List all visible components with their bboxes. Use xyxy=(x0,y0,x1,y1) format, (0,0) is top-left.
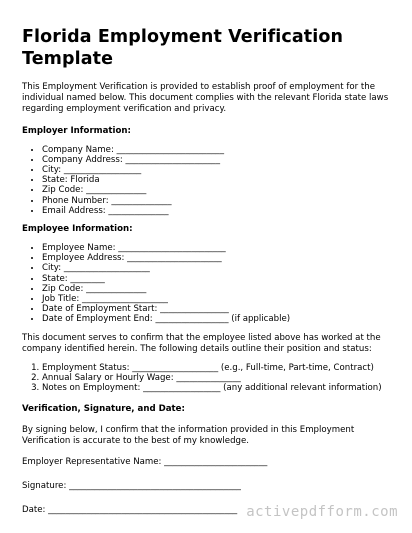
employer-info-list xyxy=(22,145,392,216)
watermark-text: activepdfform.com xyxy=(246,504,398,520)
employee-job-title: • Job Title: ____________________ xyxy=(42,294,392,304)
employment-status: 1. Employment Status: ____________________ (e.g., Full-time, Part-time, Contract) xyxy=(42,363,392,373)
employer-company-address: • Company Address: ______________________ xyxy=(42,155,392,165)
document-title xyxy=(22,26,392,70)
employee-address: • Employee Address: ______________________ xyxy=(42,253,392,263)
confirmation-paragraph: This document serves to confirm that the employee listed above has worked at the company identified herein. The following details outline their position and status: xyxy=(22,332,381,354)
signature-line: Signature: ________________________________________ xyxy=(22,481,241,492)
employee-section-heading: Employee Information: xyxy=(22,224,133,235)
employee-zip: • Zip Code: ______________ xyxy=(42,284,392,294)
intro-paragraph: This Employment Verification is provided to establish proof of employment for the individual named below. This document complies with the relevant Florida state laws regarding employment verification and privacy. xyxy=(22,82,389,115)
employer-company-name: • Company Name: _________________________ xyxy=(42,145,392,155)
title-line-1: Florida Employment Verification xyxy=(22,27,344,47)
employee-city: • City: ____________________ xyxy=(42,263,392,273)
employer-section-heading: Employer Information: xyxy=(22,125,131,136)
employer-phone: • Phone Number: ______________ xyxy=(42,196,392,206)
verification-paragraph: By signing below, I confirm that the information provided in this Employment Verification is accurate to the best of my knowledge. xyxy=(22,424,355,446)
date-line: Date: ____________________________________________ xyxy=(22,505,238,516)
representative-name-line: Employer Representative Name: ________________________ xyxy=(22,457,268,468)
verification-section-heading: Verification, Signature, and Date: xyxy=(22,403,185,414)
employment-notes: 3. Notes on Employment: __________________ (any additional relevant information) xyxy=(42,383,392,393)
employment-details-list xyxy=(22,363,392,394)
employer-email: • Email Address: ______________ xyxy=(42,206,392,216)
employee-state: • State: ________ xyxy=(42,274,392,284)
employer-state: • State: Florida xyxy=(42,175,392,185)
employee-name: • Employee Name: _________________________ xyxy=(42,243,392,253)
employer-zip: • Zip Code: ______________ xyxy=(42,185,392,195)
employer-city: • City: __________________ xyxy=(42,165,392,175)
employee-end-date: • Date of Employment End: _________________ (if applicable) xyxy=(42,314,392,324)
employee-start-date: • Date of Employment Start: ________________ xyxy=(42,304,392,314)
title-line-2: Template xyxy=(22,49,114,69)
employee-info-list xyxy=(22,243,392,325)
salary-wage: 2. Annual Salary or Hourly Wage: _______________ xyxy=(42,373,392,383)
